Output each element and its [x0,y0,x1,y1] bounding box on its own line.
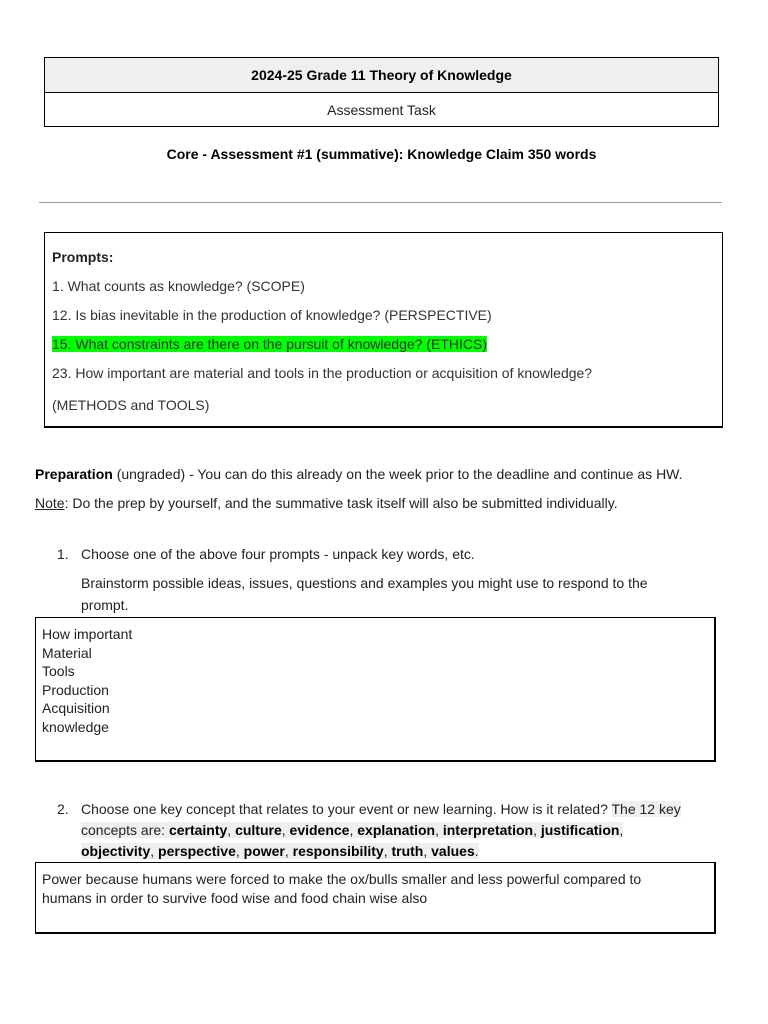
concept-item: evidence [289,822,350,838]
concept-item: truth [391,843,424,859]
concept-item: perspective [158,843,236,859]
prompt-item-12: 12. Is bias inevitable in the production of knowledge? (PERSPECTIVE) [52,307,492,323]
answer-line: humans in order to survive food wise and food chain wise also [42,889,428,906]
step1-number: 1. [57,546,69,562]
note-line [35,493,618,513]
note-text: : Do the prep by yourself, and the summative task itself will also be submitted individually. [64,495,618,511]
concept-item: objectivity [81,843,151,859]
course-title: 2024-25 Grade 11 Theory of Knowledge [45,58,718,93]
concept-item: justification [540,822,620,838]
preparation-label: Preparation [35,466,113,482]
assessment-subtitle: Assessment Task [327,101,436,118]
step2-instruction: Choose one key concept that relates to your event or new learning. How is it related? [81,801,612,817]
step2-line2: concepts are: certainty, culture, evidence, explanation, interpretation, justification, [81,822,624,838]
prompt-item-15-highlighted: 15. What constraints are there on the pursuit of knowledge? (ETHICS) [52,336,487,352]
prompt-item-1: 1. What counts as knowledge? (SCOPE) [52,278,305,294]
concept-item: culture [235,822,282,838]
step1-brainstorm-line1: Brainstorm possible ideas, issues, questions and examples you might use to respond to the [81,575,648,591]
concept-item: interpretation [442,822,534,838]
concept-item: responsibility [292,843,384,859]
preparation-line [35,464,683,484]
task-title: Core - Assessment #1 (summative): Knowledge Claim 350 words [166,146,597,162]
step2-line3: objectivity, perspective, power, responsibility, truth, values. [81,843,479,859]
answer-line: knowledge [42,718,109,735]
answer-line: Material [42,644,92,661]
answer-line: How important [42,626,133,642]
prompt-item-23-category: (METHODS and TOOLS) [52,397,210,413]
step1-brainstorm-line2: prompt. [81,597,129,613]
step1-answer-box[interactable] [35,617,716,762]
answer-line: Power because humans were forced to make the ox/bulls smaller and less powerful compared to [42,871,642,887]
step2-concepts-intro: The 12 key [611,801,681,817]
step2-answer-box[interactable] [35,862,716,934]
step2-line1 [81,799,681,819]
preparation-text: (ungraded) - You can do this already on the week prior to the deadline and continue as HW. [112,466,683,482]
prompts-heading: Prompts: [52,249,114,265]
answer-line: Production [42,681,109,698]
horizontal-divider [39,202,722,203]
answer-line: Tools [42,663,75,680]
prompts-box [44,232,723,428]
note-label: Note [35,495,65,511]
answer-line: Acquisition [42,700,110,717]
prompt-item-23: 23. How important are material and tools in the production or acquisition of knowledge? [52,365,593,381]
concepts-label: concepts are: [81,822,169,838]
step2-number: 2. [57,801,69,817]
concept-item: explanation [357,822,436,838]
concept-item: values [431,843,475,859]
title-table [44,57,719,127]
concept-item: power [243,843,285,859]
step1-instruction: Choose one of the above four prompts - unpack key words, etc. [81,546,475,562]
concept-item: certainty [168,822,228,838]
